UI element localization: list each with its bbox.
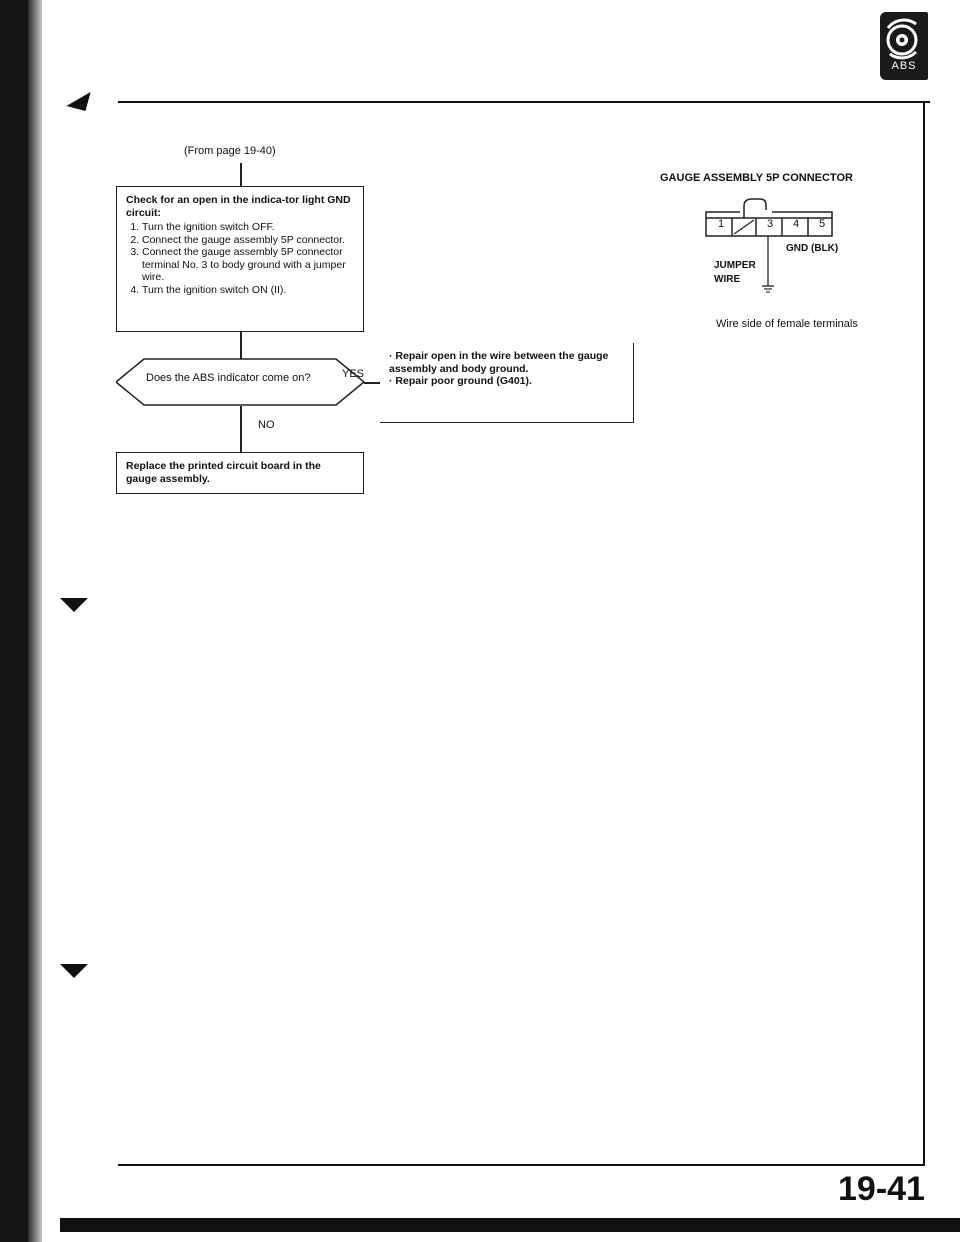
check-step-box <box>116 186 364 332</box>
flow-connector <box>240 163 242 186</box>
decision-question: Does the ABS indicator come on? <box>146 372 311 384</box>
page-number: 19-41 <box>838 1170 925 1208</box>
connector-caption: Wire side of female terminals <box>716 318 858 330</box>
frame-bottom-rule <box>118 1164 925 1166</box>
connector-title: GAUGE ASSEMBLY 5P CONNECTOR <box>660 172 853 184</box>
replace-board-box: Replace the printed circuit board in the gauge assembly. <box>116 452 364 494</box>
connector-pin: 4 <box>792 218 800 230</box>
connector-pin: 1 <box>717 218 725 230</box>
abs-icon-label: ABS <box>891 60 917 72</box>
jumper-label: JUMPER <box>714 260 756 271</box>
check-step-item: 1. Turn the ignition switch OFF. <box>142 221 354 234</box>
no-connector <box>240 406 242 452</box>
check-step-item: 2. Connect the gauge assembly 5P connector. <box>142 234 354 247</box>
yes-connector <box>364 382 380 384</box>
repair-box <box>380 343 634 423</box>
page-binding-shadow <box>28 0 42 1242</box>
check-step-title: Check for an open in the indica-tor light GND circuit: <box>126 194 351 219</box>
flow-connector <box>240 332 242 360</box>
check-step-list <box>126 221 354 296</box>
no-label: NO <box>258 419 275 431</box>
page-marker-arrow <box>60 598 88 612</box>
frame-right-rule <box>923 101 925 1166</box>
check-step-item: 3. Connect the gauge assembly 5P connector terminal No. 3 to body ground with a jumper wire. <box>142 246 354 284</box>
page-marker-arrow <box>60 964 88 978</box>
repair-item: · Repair poor ground (G401). <box>389 375 532 387</box>
gnd-label: GND (BLK) <box>786 243 839 254</box>
from-page-reference: (From page 19-40) <box>184 145 276 157</box>
jumper-label: WIRE <box>714 274 741 285</box>
repair-item: · Repair open in the wire between the gauge assembly and body ground. <box>389 350 609 375</box>
yes-label: YES <box>342 368 365 380</box>
page-marker-arrow <box>66 92 97 118</box>
page-binding-edge <box>0 0 28 1242</box>
connector-pin: 5 <box>818 218 826 230</box>
check-step-item: 4. Turn the ignition switch ON (II). <box>142 284 354 297</box>
footer-rule <box>60 1218 960 1232</box>
connector-pin: 3 <box>766 218 774 230</box>
frame-top-rule <box>118 101 930 103</box>
